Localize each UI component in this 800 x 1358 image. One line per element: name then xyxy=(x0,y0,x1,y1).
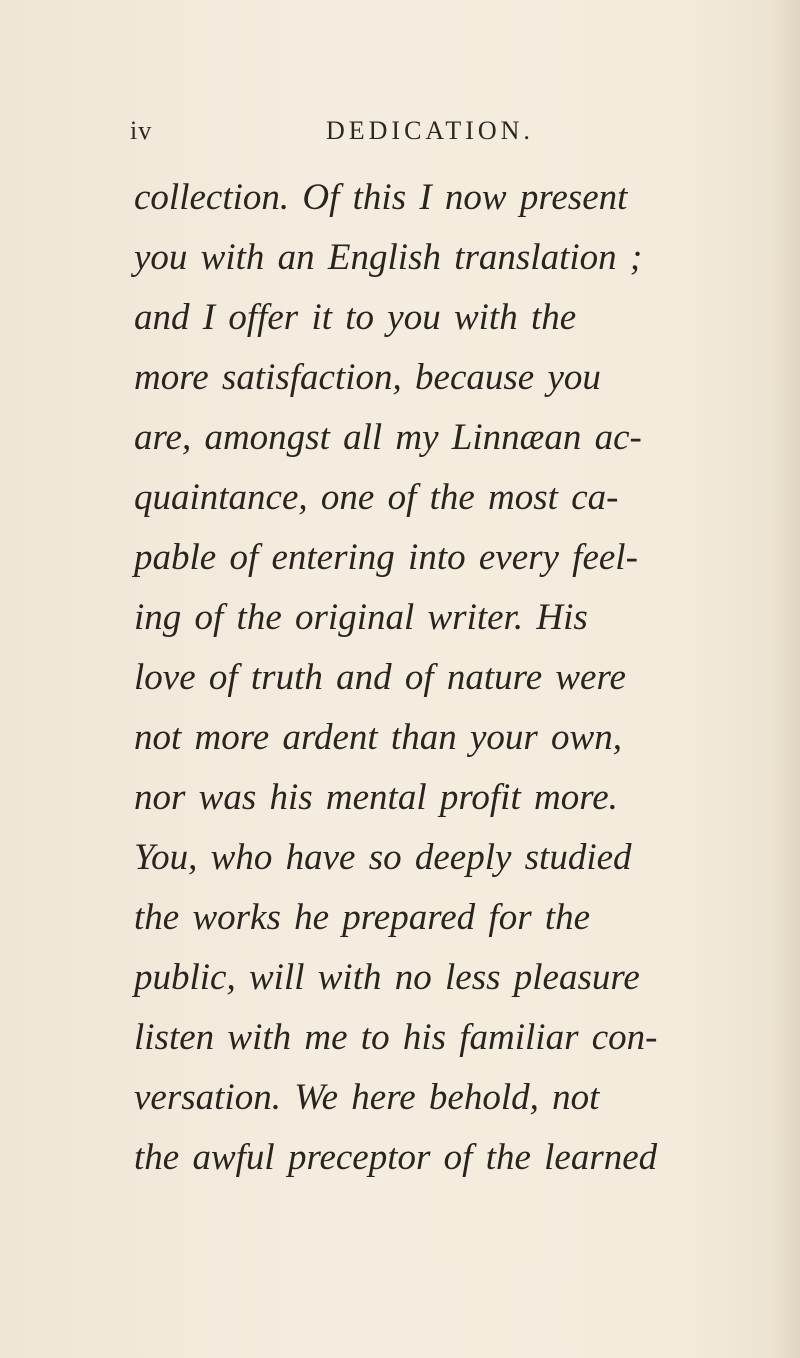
text-line: love of truth and of nature were xyxy=(134,657,626,698)
text-line: listen with me to his familiar con- xyxy=(134,1017,658,1058)
text-line: the works he prepared for the xyxy=(134,897,591,938)
text-line: more satisfaction, because you xyxy=(134,357,601,398)
page-edge-shadow xyxy=(772,0,800,1358)
text-line: You, who have so deeply studied xyxy=(134,837,632,878)
text-line: quaintance, one of the most ca- xyxy=(134,477,619,518)
page-number: iv xyxy=(130,116,153,145)
text-line: the awful preceptor of the learned xyxy=(134,1137,658,1178)
text-line: public, will with no less pleasure xyxy=(134,957,640,998)
running-head xyxy=(130,116,690,152)
text-line: are, amongst all my Linnæan ac- xyxy=(134,417,642,458)
text-line: nor was his mental profit more. xyxy=(134,777,618,818)
text-line: versation. We here behold, not xyxy=(134,1077,600,1118)
text-line: not more ardent than your own, xyxy=(134,717,622,758)
text-line: you with an English translation ; xyxy=(134,237,643,278)
body-text xyxy=(134,168,724,1188)
text-line: pable of entering into every feel- xyxy=(134,537,638,578)
running-head-title: DEDICATION. xyxy=(326,116,534,145)
text-line: collection. Of this I now present xyxy=(134,177,628,218)
text-line: ing of the original writer. His xyxy=(134,597,588,638)
text-line: and I offer it to you with the xyxy=(134,297,577,338)
